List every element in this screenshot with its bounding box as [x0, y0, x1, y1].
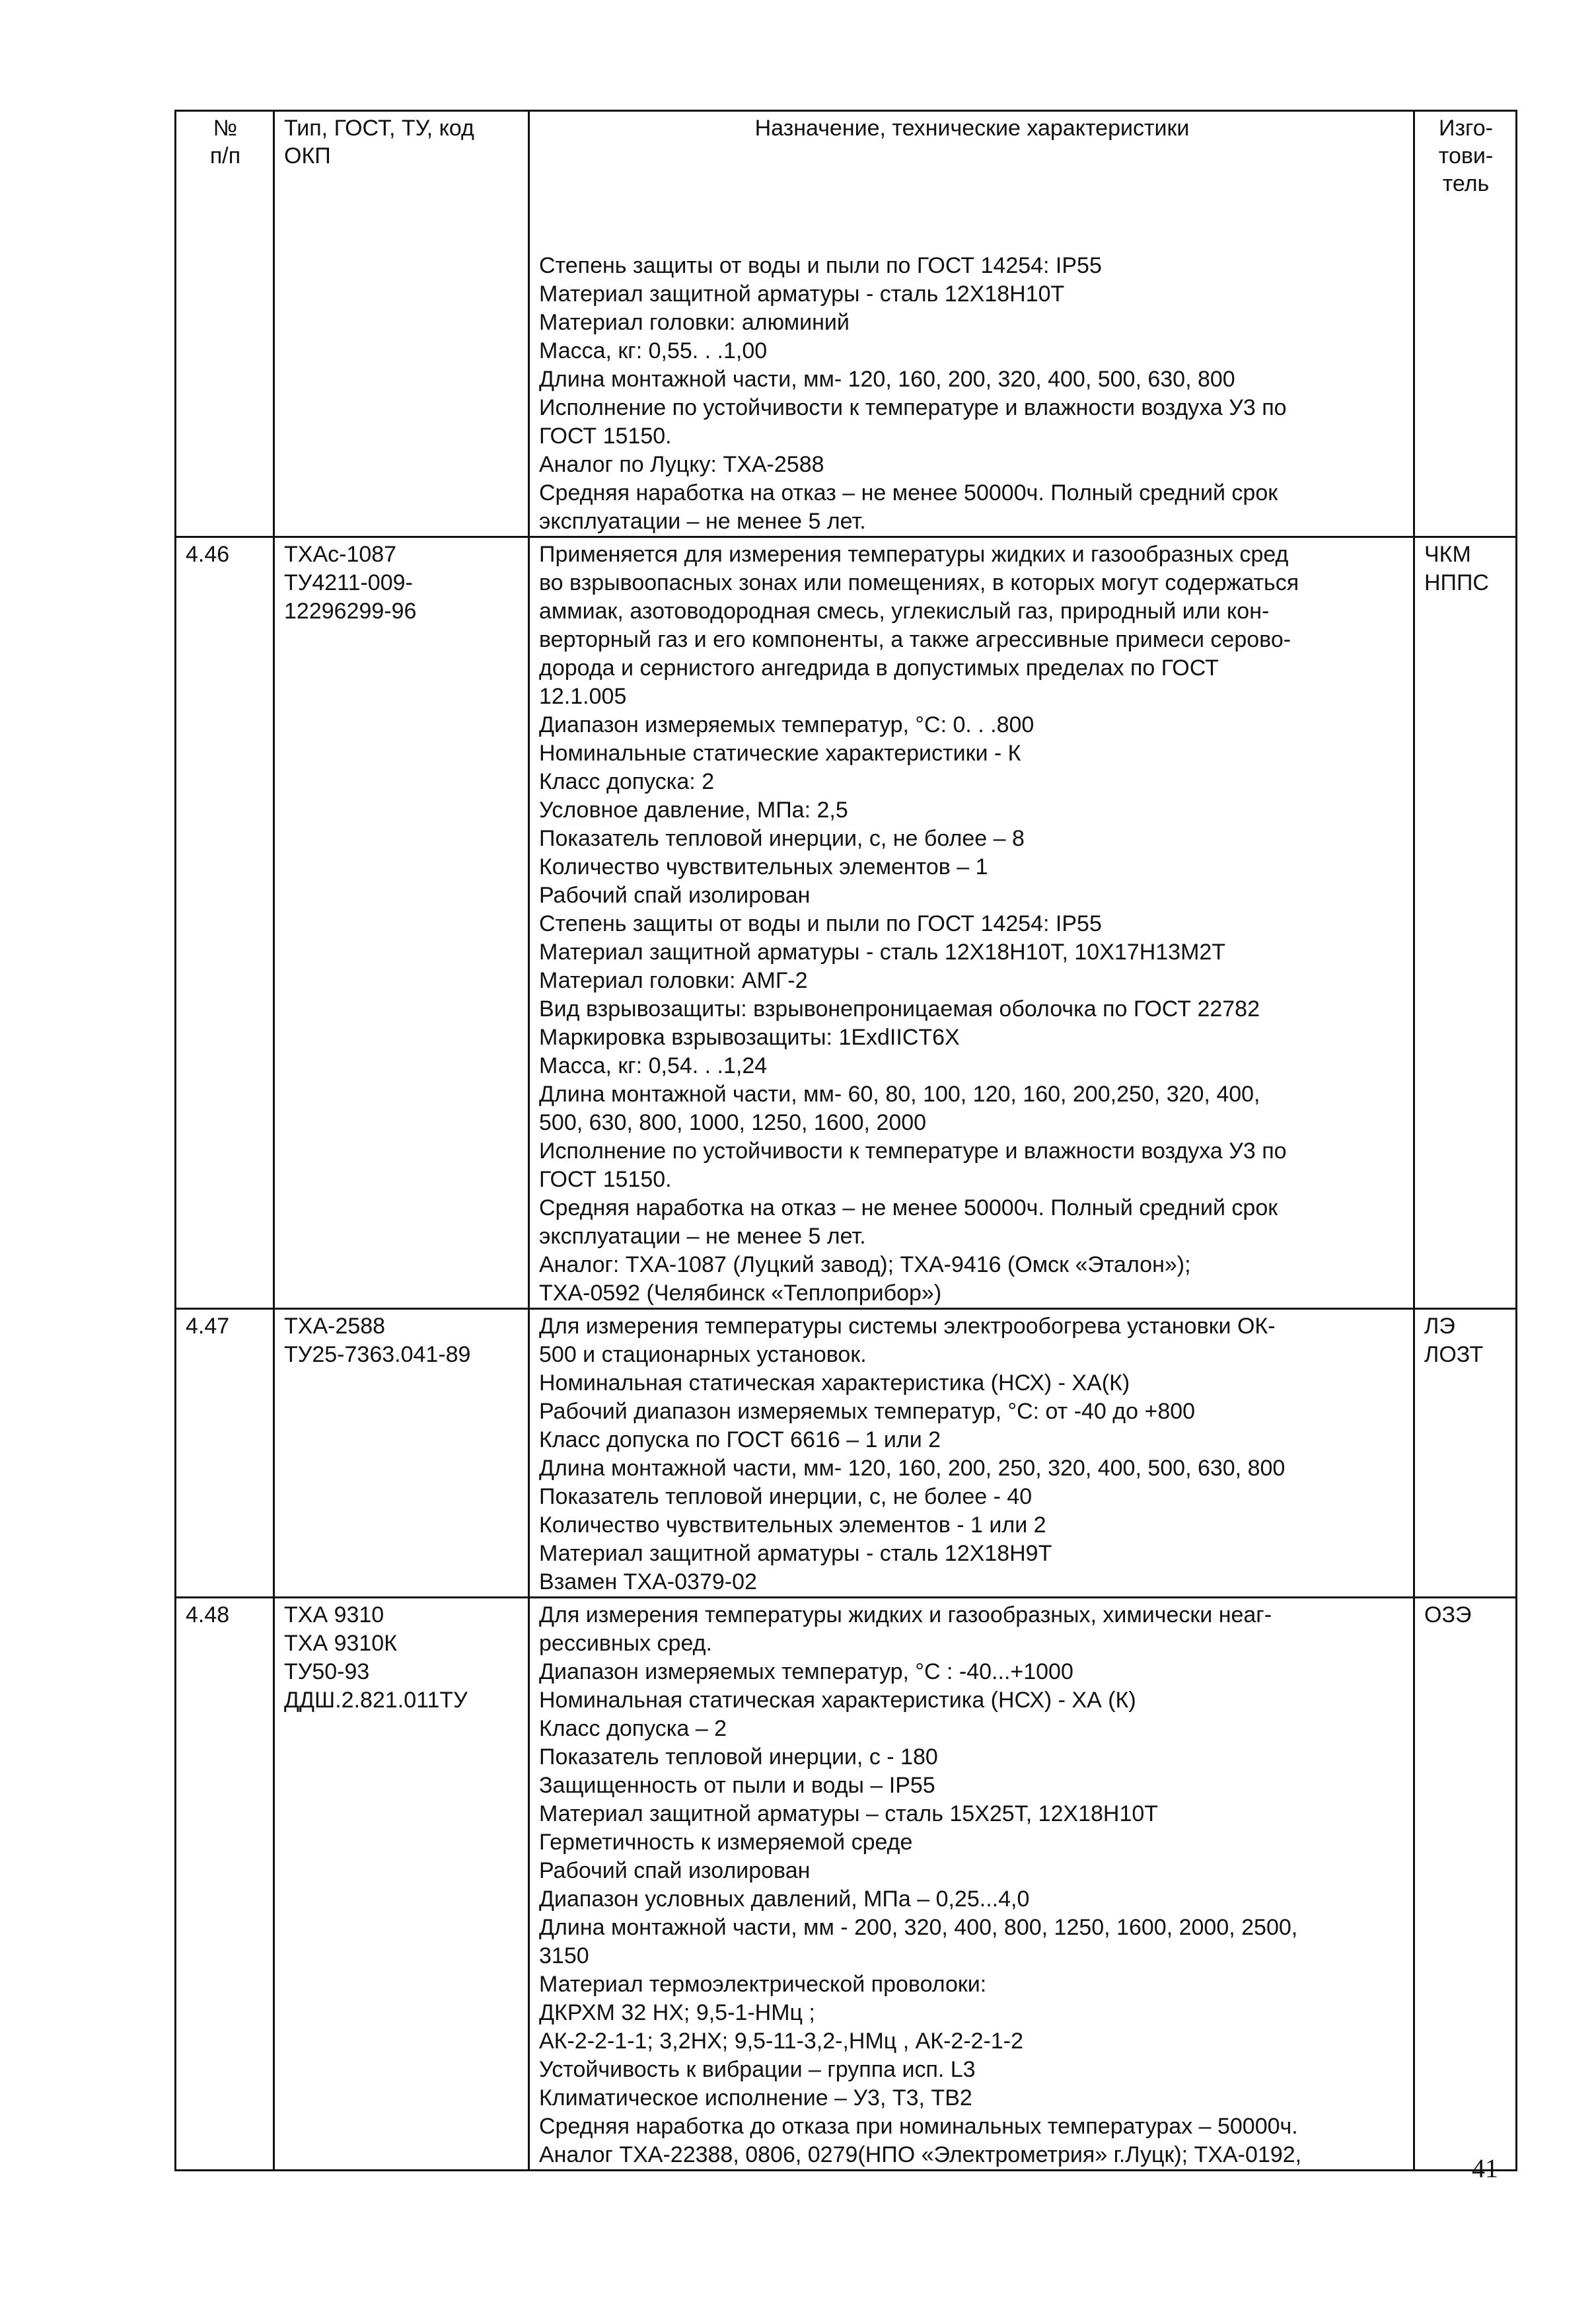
row-number: 4.48 [176, 1598, 274, 2171]
row-number [176, 198, 274, 537]
description-line: Материал защитной арматуры - сталь 12Х18Н10Т [539, 281, 1065, 307]
row-type-standard [274, 1309, 529, 1598]
description-line: аммиак, азотоводородная смесь, углекислый газ, природный или кон- [539, 599, 1270, 624]
description-line: Аналог ТХА-22388, 0806, 0279(НПО «Электрометрия» г.Луцк); ТХА-0192, [539, 2142, 1302, 2167]
description-line: Количество чувствительных элементов – 1 [539, 854, 988, 879]
description-line: Степень защиты от воды и пыли по ГОСТ 14254: IP55 [539, 253, 1102, 278]
type-line: ТУ25-7363.041-89 [284, 1342, 471, 1367]
description-line: Материал защитной арматуры – сталь 15Х25Т, 12Х18Н10Т [539, 1801, 1159, 1826]
description-line: АК-2-2-1-1; 3,2НХ; 9,5-11-3,2-,НМц , АК-2-2-1-2 [539, 2029, 1024, 2054]
description-line: во взрывоопасных зонах или помещениях, в которых могут содержаться [539, 570, 1299, 595]
description-line: Диапазон условных давлений, МПа – 0,25...4,0 [539, 1886, 1030, 1912]
table-row [176, 1598, 1517, 2171]
description-line: эксплуатации – не менее 5 лет. [539, 509, 866, 534]
description-line: Средняя наработка до отказа при номинальных температурах – 50000ч. [539, 2114, 1298, 2139]
description-line: Средняя наработка на отказ – не менее 50000ч. Полный средний срок [539, 480, 1278, 505]
description-line: Материал термоэлектрической проволоки: [539, 1972, 987, 1997]
description-line: Взамен ТХА-0379-02 [539, 1569, 757, 1594]
description-line: Диапазон измеряемых температур, °С: 0. . .800 [539, 712, 1034, 737]
table-row [176, 537, 1517, 1309]
row-manufacturer [1414, 1309, 1517, 1598]
description-line: Рабочий спай изолирован [539, 883, 811, 908]
row-manufacturer [1414, 198, 1517, 537]
description-line: дорода и сернистого ангедрида в допустимых пределах по ГОСТ [539, 655, 1219, 681]
description-line: Для измерения температуры жидких и газообразных, химически неаг- [539, 1602, 1272, 1627]
description-line: ГОСТ 15150. [539, 1167, 672, 1192]
description-line: Класс допуска: 2 [539, 769, 715, 794]
description-line: Показатель тепловой инерции, с - 180 [539, 1744, 938, 1770]
type-line: ТХАс-1087 [284, 542, 397, 567]
description-line: Диапазон измеряемых температур, °С : -40...+1000 [539, 1659, 1073, 1684]
description-line: Средняя наработка на отказ – не менее 50000ч. Полный средний срок [539, 1195, 1278, 1220]
manufacturer-line: ЛОЗТ [1424, 1342, 1484, 1367]
description-line: Исполнение по устойчивости к температуре и влажности воздуха У3 по [539, 395, 1287, 420]
description-line: 12.1.005 [539, 684, 627, 709]
header-type: Тип, ГОСТ, ТУ, код ОКП [274, 111, 529, 198]
description-line: ГОСТ 15150. [539, 424, 672, 449]
description-line: Материал защитной арматуры - сталь 12Х18Н9Т [539, 1541, 1052, 1566]
row-number: 4.47 [176, 1309, 274, 1598]
description-line: Степень защиты от воды и пыли по ГОСТ 14254: IP55 [539, 911, 1102, 936]
description-line: Применяется для измерения температуры жидких и газообразных сред [539, 542, 1289, 567]
table-header-row [176, 111, 1517, 198]
type-line: ДДШ.2.821.011ТУ [284, 1688, 468, 1713]
header-number: № п/п [176, 111, 274, 198]
description-line: Аналог по Луцку: ТХА-2588 [539, 452, 824, 477]
manufacturer-line: ОЗЭ [1424, 1602, 1472, 1627]
type-line: ТХА-2588 [284, 1314, 386, 1339]
description-line: Показатель тепловой инерции, с, не более - 40 [539, 1484, 1033, 1509]
description-line: Рабочий спай изолирован [539, 1858, 811, 1883]
description-line: Масса, кг: 0,55. . .1,00 [539, 338, 768, 363]
description-line: Защищенность от пыли и воды – IP55 [539, 1773, 935, 1798]
table-row [176, 1309, 1517, 1598]
description-line: Номинальная статическая характеристика (НСХ) - ХА(К) [539, 1370, 1130, 1396]
description-line: 500 и стационарных установок. [539, 1342, 867, 1367]
manufacturer-line: ЧКМ [1424, 542, 1471, 567]
description-line: Маркировка взрывозащиты: 1ExdIICT6X [539, 1025, 960, 1050]
description-line: Длина монтажной части, мм- 60, 80, 100, 120, 160, 200,250, 320, 400, [539, 1082, 1260, 1107]
row-manufacturer [1414, 1598, 1517, 2171]
description-line: Для измерения температуры системы электрообогрева установки ОК- [539, 1314, 1276, 1339]
header-description: Назначение, технические характеристики [529, 111, 1414, 198]
description-line: рессивных сред. [539, 1631, 712, 1656]
description-line: Длина монтажной части, мм- 120, 160, 200, 320, 400, 500, 630, 800 [539, 367, 1235, 392]
description-line: Рабочий диапазон измеряемых температур, °С: от -40 до +800 [539, 1399, 1196, 1424]
row-type-standard [274, 198, 529, 537]
description-line: ТХА-0592 (Челябинск «Теплоприбор») [539, 1281, 942, 1306]
description-line: Устойчивость к вибрации – группа исп. L3 [539, 2057, 976, 2082]
description-line: Номинальные статические характеристики - К [539, 741, 1021, 766]
description-line: Длина монтажной части, мм - 200, 320, 400, 800, 1250, 1600, 2000, 2500, [539, 1915, 1298, 1940]
description-line: Длина монтажной части, мм- 120, 160, 200, 250, 320, 400, 500, 630, 800 [539, 1456, 1286, 1481]
row-description [529, 1309, 1414, 1598]
row-description [529, 537, 1414, 1309]
row-description [529, 1598, 1414, 2171]
description-line: Количество чувствительных элементов - 1 или 2 [539, 1513, 1046, 1538]
type-line: ТУ4211-009- [284, 570, 413, 595]
description-line: Вид взрывозащиты: взрывонепроницаемая оболочка по ГОСТ 22782 [539, 996, 1260, 1022]
description-line: 3150 [539, 1943, 589, 1968]
description-line: Масса, кг: 0,54. . .1,24 [539, 1053, 768, 1078]
row-number: 4.46 [176, 537, 274, 1309]
manufacturer-line: ЛЭ [1424, 1314, 1455, 1339]
description-line: Условное давление, МПа: 2,5 [539, 798, 848, 823]
description-line: Аналог: ТХА-1087 (Луцкий завод); ТХА-9416 (Омск «Эталон»); [539, 1252, 1191, 1277]
description-line: Класс допуска – 2 [539, 1716, 727, 1741]
description-line: Показатель тепловой инерции, с, не более – 8 [539, 826, 1025, 851]
description-line: Материал защитной арматуры - сталь 12Х18Н10Т, 10Х17Н13М2Т [539, 940, 1226, 965]
description-line: Номинальная статическая характеристика (НСХ) - ХА (К) [539, 1688, 1136, 1713]
row-type-standard [274, 537, 529, 1309]
specifications-table [174, 110, 1517, 2171]
description-line: верторный газ и его компоненты, а также агрессивные примеси серово- [539, 627, 1291, 652]
description-line: Материал головки: алюминий [539, 310, 850, 335]
description-line: 500, 630, 800, 1000, 1250, 1600, 2000 [539, 1110, 927, 1135]
type-line: ТХА 9310 [284, 1602, 384, 1627]
type-line: ТХА 9310К [284, 1631, 398, 1656]
row-description [529, 198, 1414, 537]
description-line: Класс допуска по ГОСТ 6616 – 1 или 2 [539, 1427, 941, 1452]
page-number: 41 [1472, 2153, 1498, 2183]
manufacturer-line: НППС [1424, 570, 1489, 595]
description-line: Материал головки: АМГ-2 [539, 968, 808, 993]
description-line: Климатическое исполнение – У3, Т3, ТВ2 [539, 2085, 972, 2111]
type-line: ТУ50-93 [284, 1659, 370, 1684]
description-line: Герметичность к измеряемой среде [539, 1830, 913, 1855]
description-line: ДКРХМ 32 НХ; 9,5-1-НМц ; [539, 2000, 815, 2025]
table-row [176, 198, 1517, 537]
row-manufacturer [1414, 537, 1517, 1309]
header-manufacturer: Изго- тови- тель [1414, 111, 1517, 198]
description-line: эксплуатации – не менее 5 лет. [539, 1224, 866, 1249]
type-line: 12296299-96 [284, 599, 417, 624]
description-line: Исполнение по устойчивости к температуре и влажности воздуха У3 по [539, 1139, 1287, 1164]
row-type-standard [274, 1598, 529, 2171]
